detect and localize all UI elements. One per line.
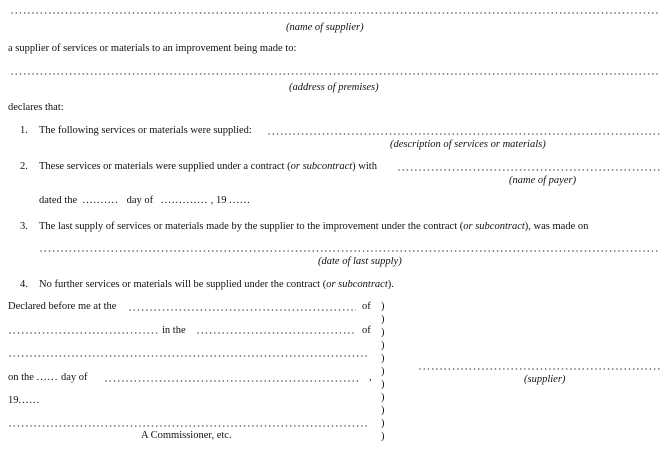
declares-that-text: declares that: bbox=[8, 102, 64, 113]
item-4-text: No further services or materials will be supplied under the contract (or subcontract). bbox=[39, 279, 394, 290]
bracket-char: ) bbox=[381, 301, 385, 312]
item-4-number: 4. bbox=[20, 279, 28, 290]
declared-place-line[interactable] bbox=[128, 309, 356, 311]
declared-year: 19...... bbox=[8, 395, 41, 406]
declared-of-2: of bbox=[362, 325, 371, 336]
payer-name-line[interactable] bbox=[397, 169, 660, 171]
dated-line: dated the .......... day of ............. , 19 ...... bbox=[39, 195, 251, 206]
payer-name-caption: (name of payer) bbox=[509, 175, 577, 186]
bracket-char: ) bbox=[381, 418, 385, 429]
bracket-char: ) bbox=[381, 340, 385, 351]
declared-day-field[interactable]: ...... bbox=[36, 372, 59, 383]
supplier-signature-line[interactable] bbox=[418, 368, 660, 370]
declared-on-the: on the ...... day of bbox=[8, 372, 88, 383]
last-supply-date-line[interactable] bbox=[39, 250, 660, 252]
bracket-char: ) bbox=[381, 366, 385, 377]
premises-address-line[interactable] bbox=[10, 73, 660, 75]
supplier-signature-caption: (supplier) bbox=[524, 374, 566, 385]
services-description-line[interactable] bbox=[267, 133, 660, 135]
declared-before-text: Declared before me at the bbox=[8, 301, 117, 312]
supplier-name-caption: (name of supplier) bbox=[286, 22, 364, 33]
bracket-char: ) bbox=[381, 405, 385, 416]
bracket-char: ) bbox=[381, 431, 385, 442]
declared-region-line[interactable] bbox=[196, 332, 356, 334]
bracket-char: ) bbox=[381, 314, 385, 325]
declared-month-line[interactable] bbox=[104, 380, 360, 382]
declared-year-field[interactable]: ...... bbox=[18, 395, 41, 406]
item-3-number: 3. bbox=[20, 221, 28, 232]
commissioner-caption: A Commissioner, etc. bbox=[141, 430, 232, 441]
declared-of-1: of bbox=[362, 301, 371, 312]
services-description-caption: (description of services or materials) bbox=[390, 139, 546, 150]
commissioner-signature-line[interactable] bbox=[8, 425, 368, 427]
declared-locality-line[interactable] bbox=[8, 332, 158, 334]
dated-month-field[interactable]: ............. bbox=[161, 195, 209, 206]
declared-comma: , bbox=[369, 372, 372, 383]
item-1-number: 1. bbox=[20, 125, 28, 136]
supplier-name-line[interactable] bbox=[10, 12, 660, 14]
declared-extra-line[interactable] bbox=[8, 355, 368, 357]
item-2-number: 2. bbox=[20, 161, 28, 172]
dated-day-field[interactable]: .......... bbox=[82, 195, 119, 206]
item-1-text: The following services or materials were supplied: bbox=[39, 125, 252, 136]
last-supply-date-caption: (date of last supply) bbox=[318, 256, 402, 267]
item-3-text: The last supply of services or materials made by the supplier to the improvement under the contract (or subcontract), was made on bbox=[39, 221, 589, 232]
item-2-text: These services or materials were supplied under a contract (or subcontract) with bbox=[39, 161, 377, 172]
declared-in-the: in the bbox=[162, 325, 186, 336]
bracket-char: ) bbox=[381, 392, 385, 403]
dated-year-field[interactable]: ...... bbox=[229, 195, 251, 206]
supplier-intro-text: a supplier of services or materials to an improvement being made to: bbox=[8, 43, 297, 54]
bracket-char: ) bbox=[381, 379, 385, 390]
premises-address-caption: (address of premises) bbox=[289, 82, 379, 93]
bracket-char: ) bbox=[381, 327, 385, 338]
bracket-char: ) bbox=[381, 353, 385, 364]
